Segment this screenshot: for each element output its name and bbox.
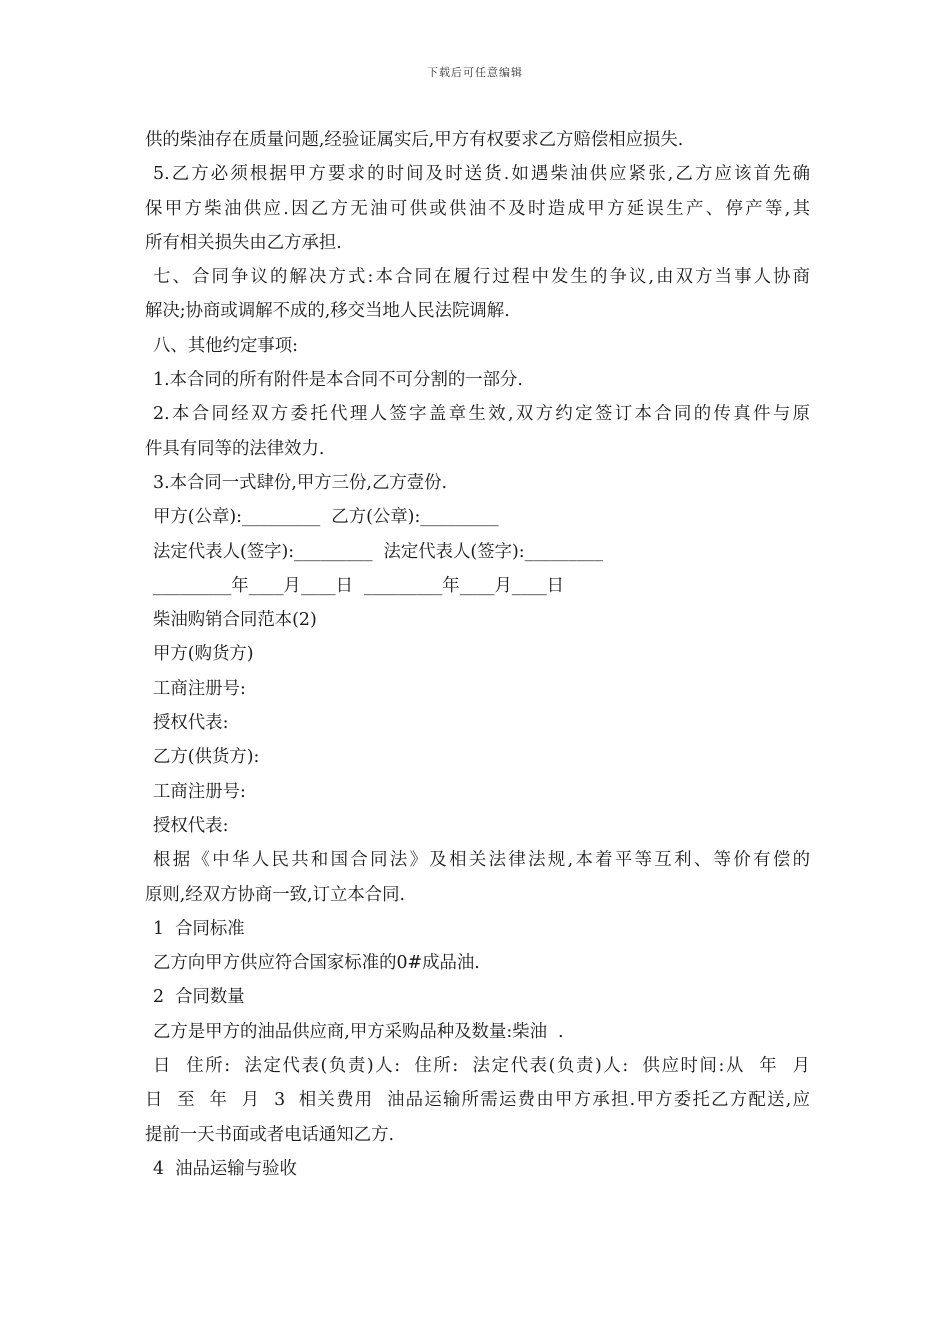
section-heading: 八、其他约定事项:	[153, 335, 298, 356]
section-heading: 2 合同数量	[153, 987, 245, 1008]
paragraph-line: 日 住所: 法定代表(负责)人: 住所: 法定代表(负责)人: 供应时间:从 年 月	[153, 1056, 810, 1077]
section-heading: 4 油品运输与验收	[153, 1158, 297, 1179]
paragraph-line: 乙方向甲方供应符合国家标准的0#成品油.	[153, 953, 480, 974]
signature-line-seal: 甲方(公章):_________ 乙方(公章):_________	[153, 507, 499, 528]
paragraph-line: 日 至 年 月 3 相关费用 油品运输所需运费由甲方承担.甲方委托乙方配送,应	[145, 1090, 810, 1111]
paragraph-line: 3.本合同一式肆份,甲方三份,乙方壹份.	[153, 472, 448, 493]
paragraph-line: 保甲方柴油供应.因乙方无油可供或供油不及时造成甲方延误生产、停产等,其	[145, 198, 810, 219]
party-line: 授权代表:	[153, 713, 229, 734]
party-line: 乙方(供货方):	[153, 747, 260, 768]
page-header: 下载后可任意编辑	[427, 66, 523, 79]
document-body	[145, 123, 810, 1186]
paragraph-line: 原则,经双方协商一致,订立本合同.	[145, 884, 406, 905]
paragraph-line: 5.乙方必须根据甲方要求的时间及时送货.如遇柴油供应紧张,乙方应该首先确	[153, 164, 810, 185]
party-line: 甲方(购货方)	[153, 644, 254, 665]
paragraph-line: 解决;协商或调解不成的,移交当地人民法院调解.	[145, 301, 510, 322]
party-line: 授权代表:	[153, 815, 229, 836]
party-line: 工商注册号:	[153, 678, 246, 699]
paragraph-line: 根据《中华人民共和国合同法》及相关法律法规,本着平等互利、等价有偿的	[153, 850, 810, 871]
section-heading: 1 合同标准	[153, 918, 245, 939]
paragraph-line: 七、合同争议的解决方式:本合同在履行过程中发生的争议,由双方当事人协商	[153, 267, 810, 288]
document-title: 柴油购销合同范本(2)	[153, 610, 317, 631]
paragraph-line: 2.本合同经双方委托代理人签字盖章生效,双方约定签订本合同的传真件与原	[153, 404, 810, 425]
paragraph-line: 乙方是甲方的油品供应商,甲方采购品种及数量:柴油 .	[153, 1021, 564, 1042]
paragraph-line: 1.本合同的所有附件是本合同不可分割的一部分.	[153, 370, 523, 391]
signature-line-date: _________年____月____日 _________年____月____日	[153, 575, 565, 596]
signature-line-representative: 法定代表人(签字):_________ 法定代表人(签字):_________	[153, 541, 603, 562]
paragraph-line: 所有相关损失由乙方承担.	[145, 232, 342, 253]
paragraph-line: 供的柴油存在质量问题,经验证属实后,甲方有权要求乙方赔偿相应损失.	[145, 130, 684, 150]
party-line: 工商注册号:	[153, 781, 246, 802]
paragraph-line: 件具有同等的法律效力.	[145, 438, 325, 459]
paragraph-line: 提前一天书面或者电话通知乙方.	[145, 1124, 394, 1145]
